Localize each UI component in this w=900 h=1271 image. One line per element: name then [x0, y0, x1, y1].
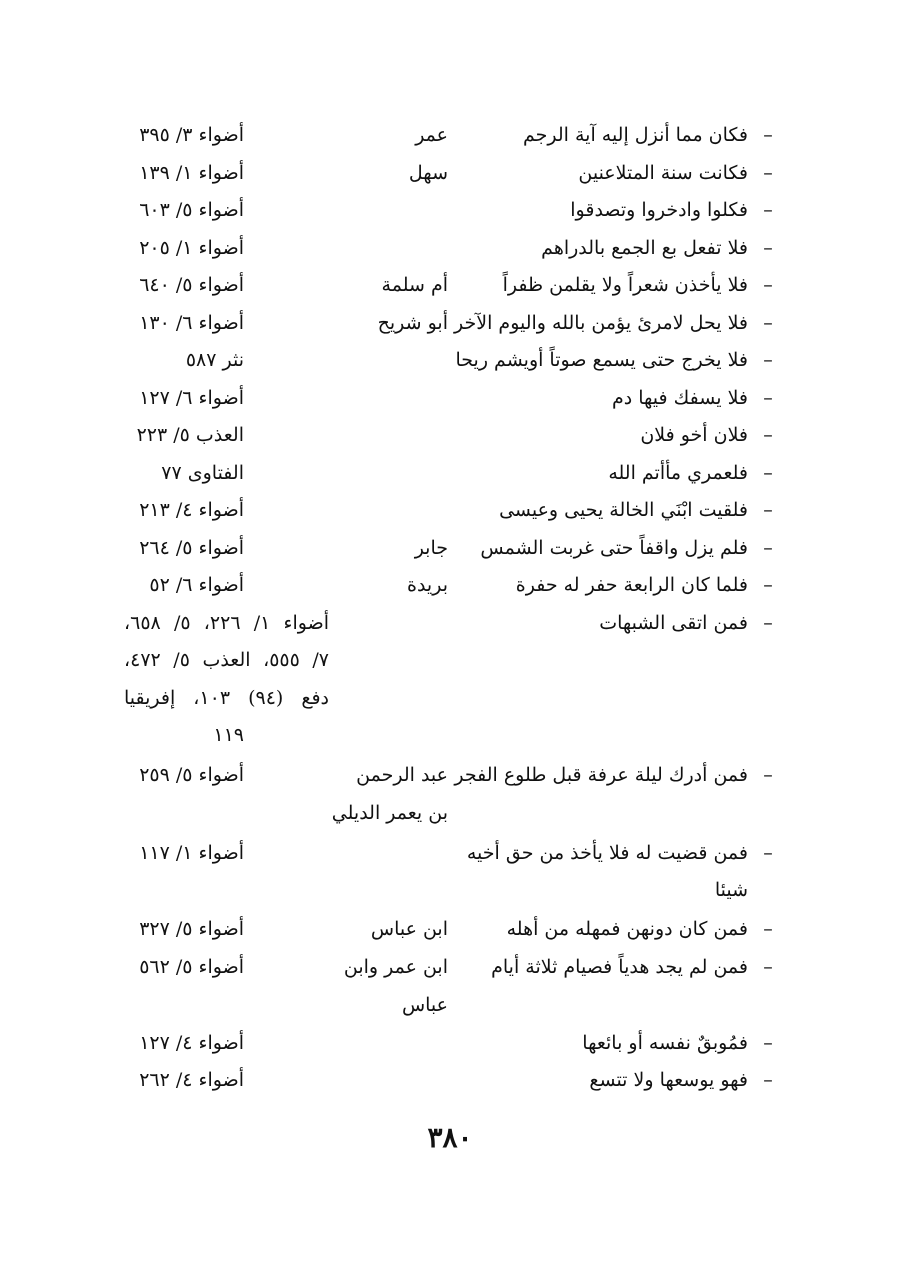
- list-item: [0, 758, 900, 792]
- narrator-name: عمر: [415, 124, 448, 146]
- narrator-name: جابر: [414, 537, 448, 559]
- source-reference: ٧/ ٥٥٥، العذب ٥/ ٤٧٢،: [124, 649, 329, 671]
- hadith-text: فلم يزل واقفاً حتى غربت الشمس: [480, 537, 748, 559]
- continuation-line: [0, 873, 900, 907]
- hadith-text: فمن قضيت له فلا يأخذ من حق أخيه: [466, 842, 748, 864]
- bullet-dash: –: [763, 424, 773, 446]
- hadith-text: فلان أخو فلان: [640, 424, 748, 446]
- hadith-text: فمن كان دونهن فمهله من أهله: [506, 918, 748, 940]
- hadith-text: فكان مما أنزل إليه آية الرجم: [522, 124, 748, 146]
- bullet-dash: –: [763, 312, 773, 334]
- hadith-text: فلا يسفك فيها دم: [612, 387, 748, 409]
- continuation-line: [0, 718, 900, 752]
- bullet-dash: –: [763, 274, 773, 296]
- list-item: [0, 418, 900, 452]
- source-reference: أضواء ٥/ ٣٢٧: [139, 918, 244, 940]
- source-reference: أضواء ١/ ٢٠٥: [139, 237, 244, 259]
- hadith-text: فلعمري مأأتم الله: [608, 462, 748, 484]
- hadith-text: فلما كان الرابعة حفر له حفرة: [515, 574, 748, 596]
- narrator-name: ابن عباس: [370, 918, 448, 940]
- bullet-dash: –: [763, 537, 773, 559]
- bullet-dash: –: [763, 1032, 773, 1054]
- source-reference: نثر ٥٨٧: [185, 349, 244, 371]
- source-reference: أضواء ٦/ ١٣٠: [139, 312, 244, 334]
- bullet-dash: –: [763, 349, 773, 371]
- narrator-name: أم سلمة: [381, 274, 448, 296]
- bullet-dash: –: [763, 124, 773, 146]
- hadith-text: فلا يأخذن شعراً ولا يقلمن ظفراً: [502, 274, 748, 296]
- hadith-text: فلا يحل لامرئ يؤمن بالله واليوم الآخر: [454, 312, 748, 334]
- bullet-dash: –: [763, 1069, 773, 1091]
- list-item: [0, 268, 900, 302]
- narrator-name: ابن عمر وابن: [343, 956, 448, 978]
- list-item: [0, 836, 900, 870]
- narrator-name: عبد الرحمن: [356, 764, 448, 786]
- source-reference: أضواء ١/ ١١٧: [139, 842, 244, 864]
- bullet-dash: –: [763, 842, 773, 864]
- list-item: [0, 343, 900, 377]
- continuation-line: [0, 988, 900, 1022]
- narrator-name: بريدة: [407, 574, 448, 596]
- bullet-dash: –: [763, 462, 773, 484]
- list-item: [0, 456, 900, 490]
- page-number: ٣٨٠: [427, 1121, 473, 1154]
- hadith-text: فهو يوسعها ولا تتسع: [589, 1069, 748, 1091]
- list-item: [0, 156, 900, 190]
- list-item: [0, 493, 900, 527]
- hadith-text: فمن اتقى الشبهات: [599, 612, 748, 634]
- bullet-dash: –: [763, 499, 773, 521]
- list-item: [0, 381, 900, 415]
- source-reference: أضواء ١/ ٢٢٦، ٥/ ٦٥٨،: [124, 612, 329, 634]
- list-item: [0, 606, 900, 640]
- list-item: [0, 1026, 900, 1060]
- bullet-dash: –: [763, 237, 773, 259]
- narrator-name: عباس: [401, 994, 448, 1016]
- source-reference: أضواء ٤/ ٢١٣: [139, 499, 244, 521]
- continuation-line: [0, 681, 900, 715]
- hadith-text: فكلوا وادخروا وتصدقوا: [570, 199, 748, 221]
- narrator-name: سهل: [408, 162, 448, 184]
- bullet-dash: –: [763, 574, 773, 596]
- list-item: [0, 1063, 900, 1097]
- source-reference: أضواء ٣/ ٣٩٥: [139, 124, 244, 146]
- hadith-text: فمن أدرك ليلة عرفة قبل طلوع الفجر: [454, 764, 748, 786]
- source-reference: ١١٩: [213, 724, 244, 746]
- hadith-text: فلقيت ابْنَي الخالة يحيى وعيسى: [499, 499, 748, 521]
- list-item: [0, 912, 900, 946]
- hadith-text: شيئا: [714, 879, 748, 901]
- narrator-name: أبو شريح: [377, 312, 448, 334]
- narrator-name: بن يعمر الديلي: [331, 802, 448, 824]
- bullet-dash: –: [763, 918, 773, 940]
- source-reference: أضواء ٥/ ٦٤٠: [139, 274, 244, 296]
- hadith-text: فمن لم يجد هدياً فصيام ثلاثة أيام: [491, 956, 748, 978]
- list-item: [0, 231, 900, 265]
- list-item: [0, 531, 900, 565]
- bullet-dash: –: [763, 387, 773, 409]
- bullet-dash: –: [763, 162, 773, 184]
- list-item: [0, 193, 900, 227]
- list-item: [0, 568, 900, 602]
- list-item: [0, 306, 900, 340]
- source-reference: أضواء ٥/ ٢٦٤: [139, 537, 244, 559]
- bullet-dash: –: [763, 764, 773, 786]
- source-reference: أضواء ٤/ ١٢٧: [139, 1032, 244, 1054]
- source-reference: أضواء ٥/ ٢٥٩: [139, 764, 244, 786]
- source-reference: الفتاوى ٧٧: [161, 462, 244, 484]
- source-reference: أضواء ٥/ ٦٠٣: [139, 199, 244, 221]
- source-reference: دفع (٩٤) ١٠٣، إفريقيا: [124, 687, 329, 709]
- source-reference: أضواء ٦/ ٥٢: [149, 574, 244, 596]
- hadith-text: فمُوبقٌ نفسه أو بائعها: [582, 1032, 748, 1054]
- list-item: [0, 118, 900, 152]
- continuation-line: [0, 643, 900, 677]
- source-reference: أضواء ٤/ ٢٦٢: [139, 1069, 244, 1091]
- hadith-text: فلا تفعل بع الجمع بالدراهم: [541, 237, 748, 259]
- source-reference: العذب ٥/ ٢٢٣: [136, 424, 244, 446]
- list-item: [0, 950, 900, 984]
- bullet-dash: –: [763, 199, 773, 221]
- source-reference: أضواء ٥/ ٥٦٢: [139, 956, 244, 978]
- hadith-text: فكانت سنة المتلاعنين: [578, 162, 748, 184]
- source-reference: أضواء ١/ ١٣٩: [139, 162, 244, 184]
- bullet-dash: –: [763, 956, 773, 978]
- hadith-text: فلا يخرج حتى يسمع صوتاً أويشم ريحا: [455, 349, 748, 371]
- source-reference: أضواء ٦/ ١٢٧: [139, 387, 244, 409]
- continuation-line: [0, 796, 900, 830]
- bullet-dash: –: [763, 612, 773, 634]
